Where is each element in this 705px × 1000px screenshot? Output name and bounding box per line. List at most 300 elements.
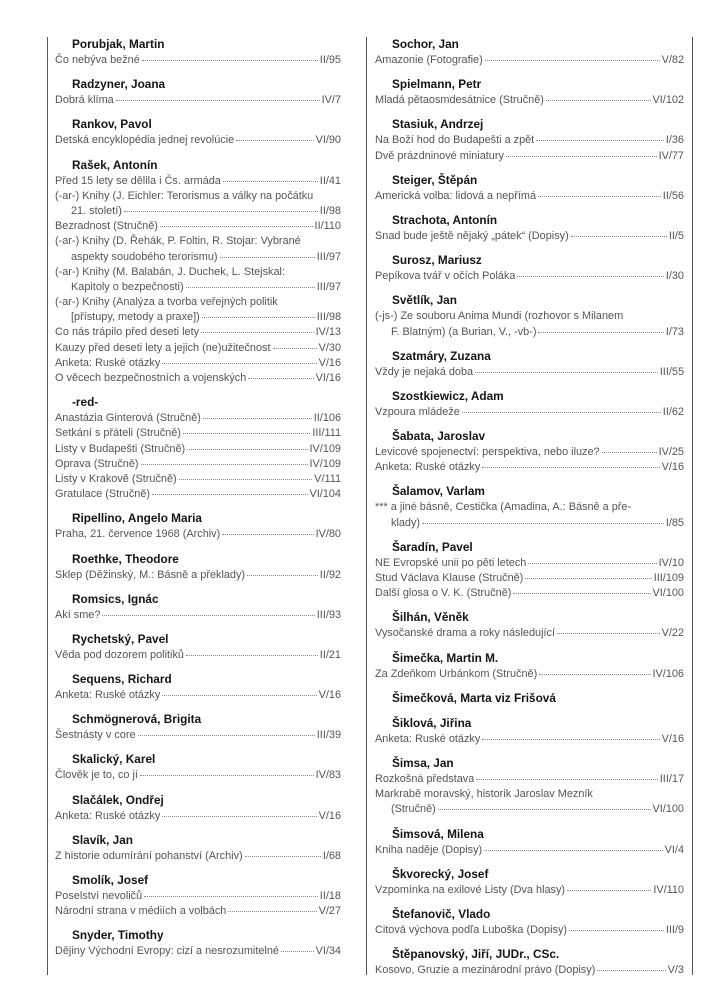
entry-page: IV/7 bbox=[321, 94, 341, 107]
entry-page: II/110 bbox=[314, 220, 341, 233]
author-name: Škvorecký, Josef bbox=[392, 866, 489, 881]
author-name: Rašek, Antonín bbox=[72, 157, 158, 172]
index-entry bbox=[55, 457, 341, 472]
entry-page: V/16 bbox=[661, 461, 684, 474]
entry-title: Z historie odumírání pohanství (Archiv) bbox=[55, 849, 243, 862]
entry-title: Za Zdeňkom Urbánkom (Stručně) bbox=[375, 667, 538, 680]
entry-page: IV/109 bbox=[309, 457, 341, 470]
author-group bbox=[375, 204, 684, 244]
dot-leader bbox=[571, 236, 667, 237]
index-entry bbox=[375, 133, 684, 148]
author-group bbox=[375, 601, 684, 641]
index-entry bbox=[375, 93, 684, 108]
entry-title-continued: Kapitoly o bezpečnosti) bbox=[71, 280, 184, 293]
author-name: Šilhán, Věněk bbox=[392, 610, 469, 625]
author-name: Szatmáry, Zuzana bbox=[392, 348, 491, 363]
entry-title: Kosovo, Gruzie a mezinárodní právo (Dopisy) bbox=[375, 964, 596, 977]
index-entry bbox=[55, 295, 341, 325]
author-group bbox=[375, 420, 684, 475]
index-entry bbox=[375, 963, 684, 978]
index-entry bbox=[375, 445, 684, 460]
entry-line bbox=[375, 229, 684, 244]
index-entry bbox=[55, 356, 341, 371]
index-entry bbox=[375, 460, 684, 475]
entry-title: Sklep (Děžinský, M.: Básně a překlady) bbox=[55, 568, 246, 581]
entry-line bbox=[55, 688, 341, 703]
entry-title: Markrabě moravský, historik Jaroslav Mezník bbox=[375, 788, 593, 801]
entry-page: II/98 bbox=[319, 204, 341, 217]
entry-title: Vysočanské drama a roky následující bbox=[375, 627, 555, 640]
index-entry bbox=[55, 219, 341, 234]
author-group bbox=[375, 707, 684, 747]
dot-leader bbox=[525, 578, 651, 579]
author-name: Ripellino, Angelo Maria bbox=[72, 511, 202, 526]
author-group bbox=[55, 784, 341, 824]
entry-title: Dvě prázdninové miniatury bbox=[375, 149, 504, 162]
index-entry bbox=[375, 269, 684, 284]
index-entry bbox=[375, 365, 684, 380]
entry-title: Akí sme? bbox=[55, 608, 101, 621]
entry-line bbox=[375, 571, 684, 586]
dot-leader bbox=[485, 60, 660, 61]
entry-title: Na Boží hod do Budapešti a zpět bbox=[375, 134, 535, 147]
index-entry bbox=[375, 586, 684, 601]
entry-page: VI/102 bbox=[652, 94, 684, 107]
dot-leader bbox=[138, 735, 315, 736]
entry-title: *** a jiné básně, Cestička (Amadina, A.: Básně a pře- bbox=[375, 501, 632, 514]
entry-line bbox=[375, 53, 684, 68]
entry-title: (-ar-) Knihy (J. Eichler: Terorismus a války na počátku bbox=[55, 189, 314, 202]
author-name: Slačálek, Ondřej bbox=[72, 792, 164, 807]
index-entry bbox=[55, 728, 341, 743]
dot-leader bbox=[222, 534, 313, 535]
entry-title: Další glosa o V. K. (Stručně) bbox=[375, 587, 512, 600]
dot-leader bbox=[142, 60, 318, 61]
entry-line bbox=[55, 568, 341, 583]
entry-line bbox=[55, 325, 341, 340]
dot-leader bbox=[462, 412, 661, 413]
entry-title: Snad bude ještě nějaký „pátek“ (Dopisy) bbox=[375, 229, 569, 242]
author-group bbox=[55, 502, 341, 542]
entry-title: Mladá pětaosmdesátnice (Stručně) bbox=[375, 94, 544, 107]
entry-line bbox=[375, 883, 684, 898]
author-group bbox=[375, 108, 684, 163]
dot-leader bbox=[247, 575, 318, 576]
entry-title: Listy v Krakově (Stručně) bbox=[55, 472, 177, 485]
entry-line bbox=[375, 149, 684, 164]
author-group bbox=[375, 818, 684, 858]
entry-line-continued bbox=[55, 280, 341, 295]
entry-line bbox=[375, 787, 684, 802]
entry-line bbox=[55, 608, 341, 623]
entry-page: II/92 bbox=[319, 568, 341, 581]
entry-title: Bezradnost (Stručně) bbox=[55, 220, 158, 233]
author-group bbox=[375, 28, 684, 68]
author-name: Smolík, Josef bbox=[72, 873, 149, 887]
index-entry bbox=[55, 889, 341, 904]
entry-line bbox=[375, 445, 684, 460]
author-group bbox=[55, 623, 341, 663]
entry-line bbox=[375, 189, 684, 204]
author-name: Šabata, Jaroslav bbox=[392, 429, 486, 444]
dot-leader bbox=[536, 140, 664, 141]
entry-page: II/95 bbox=[319, 54, 341, 66]
dot-leader bbox=[140, 775, 314, 776]
entry-page: II/18 bbox=[319, 890, 341, 902]
index-entry bbox=[375, 923, 684, 938]
entry-title: Anketa: Ruské otázky bbox=[55, 809, 161, 822]
entry-page: VI/100 bbox=[652, 803, 684, 816]
entry-line-continued bbox=[55, 204, 341, 219]
dot-leader bbox=[517, 276, 663, 277]
index-entry bbox=[55, 904, 341, 919]
entry-title: Anastázia Ginterová (Stručně) bbox=[55, 412, 201, 425]
entry-line bbox=[55, 219, 341, 234]
entry-title: Anketa: Ruské otázky bbox=[55, 356, 161, 369]
index-entry bbox=[55, 527, 341, 542]
index-entry bbox=[55, 189, 341, 219]
entry-title: Člověk je to, co jí bbox=[55, 769, 138, 782]
author-name: Surosz, Mariusz bbox=[392, 253, 482, 268]
dot-leader bbox=[557, 633, 660, 634]
dot-leader bbox=[567, 890, 651, 891]
entry-page: V/16 bbox=[318, 356, 341, 369]
entry-line-continued bbox=[375, 516, 684, 531]
dot-leader bbox=[482, 467, 659, 468]
entry-page: II/56 bbox=[662, 189, 684, 202]
entry-title: O věcech bezpečnostních a vojenských bbox=[55, 372, 247, 384]
entry-line bbox=[375, 843, 684, 858]
author-name: Roethke, Theodore bbox=[72, 551, 179, 566]
entry-line bbox=[55, 93, 341, 108]
entry-page: V/16 bbox=[318, 689, 341, 702]
entry-title: (-ar-) Knihy (D. Řehák, P. Foltin, R. Stojar: Vybrané bbox=[55, 235, 301, 248]
author-name: Šimečková, Marta viz Frišová bbox=[392, 690, 556, 705]
author-name: -red- bbox=[72, 395, 99, 410]
entry-page: V/30 bbox=[318, 341, 341, 354]
index-entry bbox=[375, 189, 684, 204]
index-entry bbox=[55, 53, 341, 68]
entry-line bbox=[375, 586, 684, 601]
author-name: Romsics, Ignác bbox=[72, 591, 159, 606]
entry-page: III/111 bbox=[312, 427, 341, 440]
index-entry bbox=[55, 608, 341, 623]
entry-line bbox=[375, 405, 684, 420]
entry-page: VI/4 bbox=[664, 843, 684, 856]
index-entry bbox=[375, 500, 684, 530]
entry-page: III/55 bbox=[659, 365, 684, 378]
entry-page: VI/104 bbox=[309, 488, 341, 501]
entry-line bbox=[55, 728, 341, 743]
dot-leader bbox=[228, 911, 316, 912]
index-entry bbox=[55, 411, 341, 426]
entry-title: Věda pod dozorem politiků bbox=[55, 648, 184, 661]
dot-leader bbox=[546, 100, 651, 101]
entry-page: IV/10 bbox=[658, 556, 684, 569]
entry-title: Gratulace (Stručně) bbox=[55, 488, 151, 501]
dot-leader bbox=[569, 930, 664, 931]
entry-title: Před 15 lety se dělila i Čs. armáda bbox=[55, 174, 221, 187]
column-rule-right bbox=[692, 37, 693, 975]
index-entry bbox=[55, 133, 341, 148]
entry-page: III/97 bbox=[316, 280, 341, 293]
entry-page: IV/83 bbox=[315, 769, 341, 782]
entry-line bbox=[55, 889, 341, 904]
index-column-left bbox=[55, 28, 341, 960]
entry-title: Oprava (Stručně) bbox=[55, 457, 139, 470]
author-group bbox=[375, 244, 684, 284]
author-group bbox=[55, 663, 341, 703]
entry-line bbox=[55, 295, 341, 310]
entry-page: III/93 bbox=[316, 608, 341, 621]
author-group bbox=[55, 864, 341, 919]
author-group bbox=[375, 898, 684, 938]
entry-page: III/9 bbox=[665, 923, 684, 936]
entry-line bbox=[55, 442, 341, 457]
dot-leader bbox=[187, 449, 307, 450]
dot-leader bbox=[538, 332, 663, 333]
entry-page: V/82 bbox=[661, 54, 684, 66]
entry-line bbox=[375, 772, 684, 787]
dot-leader bbox=[245, 856, 321, 857]
index-entry bbox=[55, 341, 341, 356]
entry-page: VI/34 bbox=[315, 945, 341, 958]
entry-line bbox=[55, 648, 341, 663]
author-group bbox=[375, 284, 684, 339]
dot-leader bbox=[220, 257, 315, 258]
entry-line bbox=[55, 426, 341, 441]
entry-title: Listy v Budapešti (Stručně) bbox=[55, 442, 186, 455]
entry-line bbox=[375, 269, 684, 284]
entry-page: V/111 bbox=[314, 472, 341, 485]
dot-leader bbox=[160, 226, 313, 227]
entry-title: Šestnásty v core bbox=[55, 729, 136, 742]
index-entry bbox=[375, 843, 684, 858]
author-name: Šalamov, Varlam bbox=[392, 484, 485, 499]
entry-title: Pepíkova tvář v očích Poláka bbox=[375, 270, 516, 283]
dot-leader bbox=[141, 464, 308, 465]
author-group bbox=[55, 108, 341, 148]
entry-line bbox=[55, 849, 341, 864]
dot-leader bbox=[273, 348, 317, 349]
author-group bbox=[375, 164, 684, 204]
dot-leader bbox=[186, 655, 318, 656]
entry-page: III/109 bbox=[653, 572, 684, 584]
author-group bbox=[55, 28, 341, 68]
entry-line bbox=[55, 472, 341, 487]
author-group bbox=[55, 824, 341, 864]
entry-page: I/30 bbox=[665, 270, 684, 283]
entry-line bbox=[55, 904, 341, 919]
author-group bbox=[55, 386, 341, 502]
entry-line bbox=[375, 365, 684, 380]
entry-page: II/62 bbox=[662, 405, 684, 418]
entry-line bbox=[55, 768, 341, 783]
entry-title-continued: 21. století) bbox=[71, 204, 122, 217]
index-entry bbox=[55, 648, 341, 663]
entry-title: Praha, 21. července 1968 (Archiv) bbox=[55, 528, 221, 541]
entry-page: III/97 bbox=[316, 250, 341, 263]
index-entry bbox=[55, 487, 341, 502]
dot-leader bbox=[203, 418, 312, 419]
author-name: Skalický, Karel bbox=[72, 752, 156, 767]
entry-line bbox=[55, 356, 341, 371]
dot-leader bbox=[162, 695, 316, 696]
author-group bbox=[375, 475, 684, 530]
index-entry bbox=[55, 371, 341, 386]
author-group bbox=[375, 682, 684, 707]
dot-leader bbox=[124, 211, 318, 212]
index-entry bbox=[55, 568, 341, 583]
dot-leader bbox=[144, 896, 318, 897]
entry-title: Dějiny Východní Evropy: cizí a nesrozumitelné bbox=[55, 945, 279, 958]
author-group bbox=[55, 149, 341, 387]
entry-title-continued: aspekty soudobého terorismu) bbox=[71, 250, 218, 263]
entry-page: I/68 bbox=[322, 849, 341, 862]
entry-line bbox=[55, 487, 341, 502]
index-entry bbox=[55, 93, 341, 108]
author-group bbox=[375, 938, 684, 978]
dot-leader bbox=[476, 779, 657, 780]
entry-line bbox=[375, 500, 684, 515]
dot-leader bbox=[602, 452, 657, 453]
entry-line bbox=[55, 265, 341, 280]
index-entry bbox=[375, 53, 684, 68]
index-entry bbox=[375, 772, 684, 787]
author-name: Rankov, Pavol bbox=[72, 117, 152, 132]
entry-title: Detská encyklopédia jednej revolúcie bbox=[55, 134, 235, 147]
entry-title: Rozkošná představa bbox=[375, 772, 475, 785]
index-entry bbox=[375, 571, 684, 586]
entry-page: I/73 bbox=[665, 325, 684, 338]
entry-title: Čo nebýva bežné bbox=[55, 54, 140, 66]
entry-page: VI/100 bbox=[652, 587, 684, 600]
entry-page: V/16 bbox=[318, 809, 341, 822]
entry-line bbox=[375, 133, 684, 148]
index-entry bbox=[55, 809, 341, 824]
entry-page: II/106 bbox=[313, 412, 341, 425]
author-name: Šimsová, Milena bbox=[392, 826, 484, 841]
index-entry bbox=[375, 732, 684, 747]
author-name: Szostkiewicz, Adam bbox=[392, 388, 504, 403]
dot-leader bbox=[202, 317, 315, 318]
entry-line bbox=[375, 556, 684, 571]
dot-leader bbox=[281, 951, 314, 952]
entry-page: III/39 bbox=[316, 729, 341, 742]
author-name: Šimsa, Jan bbox=[392, 755, 454, 770]
index-entry bbox=[55, 426, 341, 441]
author-group bbox=[55, 583, 341, 623]
entry-page: V/22 bbox=[661, 627, 684, 640]
entry-page: VI/16 bbox=[315, 372, 341, 384]
author-name: Šiklová, Jiřina bbox=[392, 715, 472, 730]
entry-title: Dobrá klíma bbox=[55, 94, 114, 107]
entry-page: V/27 bbox=[318, 905, 341, 918]
entry-title: Americká volba: lidová a nepřímá bbox=[375, 189, 537, 202]
entry-line-continued bbox=[375, 802, 684, 817]
index-entry bbox=[375, 309, 684, 339]
dot-leader bbox=[513, 593, 650, 594]
dot-leader bbox=[438, 809, 651, 810]
entry-title: Anketa: Ruské otázky bbox=[55, 689, 161, 702]
entry-title: (-ar-) Knihy (M. Balabán, J. Duchek, L. Stejskal: bbox=[55, 265, 285, 278]
entry-page: V/16 bbox=[661, 732, 684, 745]
column-rule-middle bbox=[366, 37, 367, 975]
dot-leader bbox=[223, 181, 318, 182]
author-group bbox=[55, 703, 341, 743]
author-name: Steiger, Štěpán bbox=[392, 172, 478, 187]
entry-line bbox=[375, 963, 684, 978]
entry-line bbox=[55, 944, 341, 959]
dot-leader bbox=[506, 156, 657, 157]
index-entry bbox=[55, 234, 341, 264]
entry-line bbox=[375, 460, 684, 475]
author-name: Radzyner, Joana bbox=[72, 77, 166, 92]
index-entry bbox=[375, 667, 684, 682]
dot-leader bbox=[538, 196, 661, 197]
author-group bbox=[375, 68, 684, 108]
dot-leader bbox=[152, 494, 307, 495]
author-group bbox=[375, 747, 684, 818]
entry-line bbox=[375, 667, 684, 682]
author-group bbox=[55, 743, 341, 783]
dot-leader bbox=[597, 970, 665, 971]
dot-leader bbox=[186, 287, 315, 288]
entry-page: IV/25 bbox=[658, 446, 684, 459]
dot-leader bbox=[482, 739, 659, 740]
index-entry bbox=[55, 472, 341, 487]
entry-title: Národní strana v médiích a volbách bbox=[55, 905, 227, 918]
author-group bbox=[55, 543, 341, 583]
author-name: Stasiuk, Andrzej bbox=[392, 117, 484, 132]
index-entry bbox=[55, 265, 341, 295]
entry-line bbox=[375, 309, 684, 324]
entry-page: II/21 bbox=[319, 648, 341, 661]
entry-title: Anketa: Ruské otázky bbox=[375, 732, 481, 745]
index-entry bbox=[55, 849, 341, 864]
entry-page: IV/80 bbox=[315, 528, 341, 541]
entry-page: I/85 bbox=[665, 516, 684, 529]
entry-title: Co nás trápilo před deseti lety bbox=[55, 326, 200, 339]
entry-line bbox=[55, 411, 341, 426]
author-group bbox=[375, 340, 684, 380]
entry-title: (-ar-) Knihy (Analýza a tvorba veřejných politik bbox=[55, 296, 278, 309]
entry-title: (-js-) Ze souboru Anima Mundi (rozhovor s Milanem bbox=[375, 310, 624, 323]
dot-leader bbox=[201, 332, 313, 333]
author-name: Šimečka, Martin M. bbox=[392, 650, 499, 665]
index-entry bbox=[55, 688, 341, 703]
column-rule-left bbox=[47, 37, 48, 975]
index-entry bbox=[375, 149, 684, 164]
index-entry bbox=[55, 325, 341, 340]
entry-line-continued bbox=[55, 250, 341, 265]
entry-page: IV/110 bbox=[653, 883, 684, 896]
author-name: Porubjak, Martin bbox=[72, 37, 165, 51]
author-name: Štěpanovský, Jiří, JUDr., CSc. bbox=[392, 947, 560, 962]
author-name: Sochor, Jan bbox=[392, 37, 459, 51]
entry-line bbox=[55, 133, 341, 148]
dot-leader bbox=[422, 523, 664, 524]
entry-page: IV/77 bbox=[658, 149, 684, 162]
author-name: Spielmann, Petr bbox=[392, 77, 482, 92]
author-group bbox=[55, 68, 341, 108]
entry-page: V/3 bbox=[667, 964, 684, 977]
entry-line-continued bbox=[375, 325, 684, 340]
dot-leader bbox=[102, 615, 314, 616]
entry-title: Vzpomínka na exilové Listy (Dva hlasy) bbox=[375, 883, 566, 896]
entry-title-continued: klady) bbox=[391, 516, 421, 529]
entry-line bbox=[55, 234, 341, 249]
